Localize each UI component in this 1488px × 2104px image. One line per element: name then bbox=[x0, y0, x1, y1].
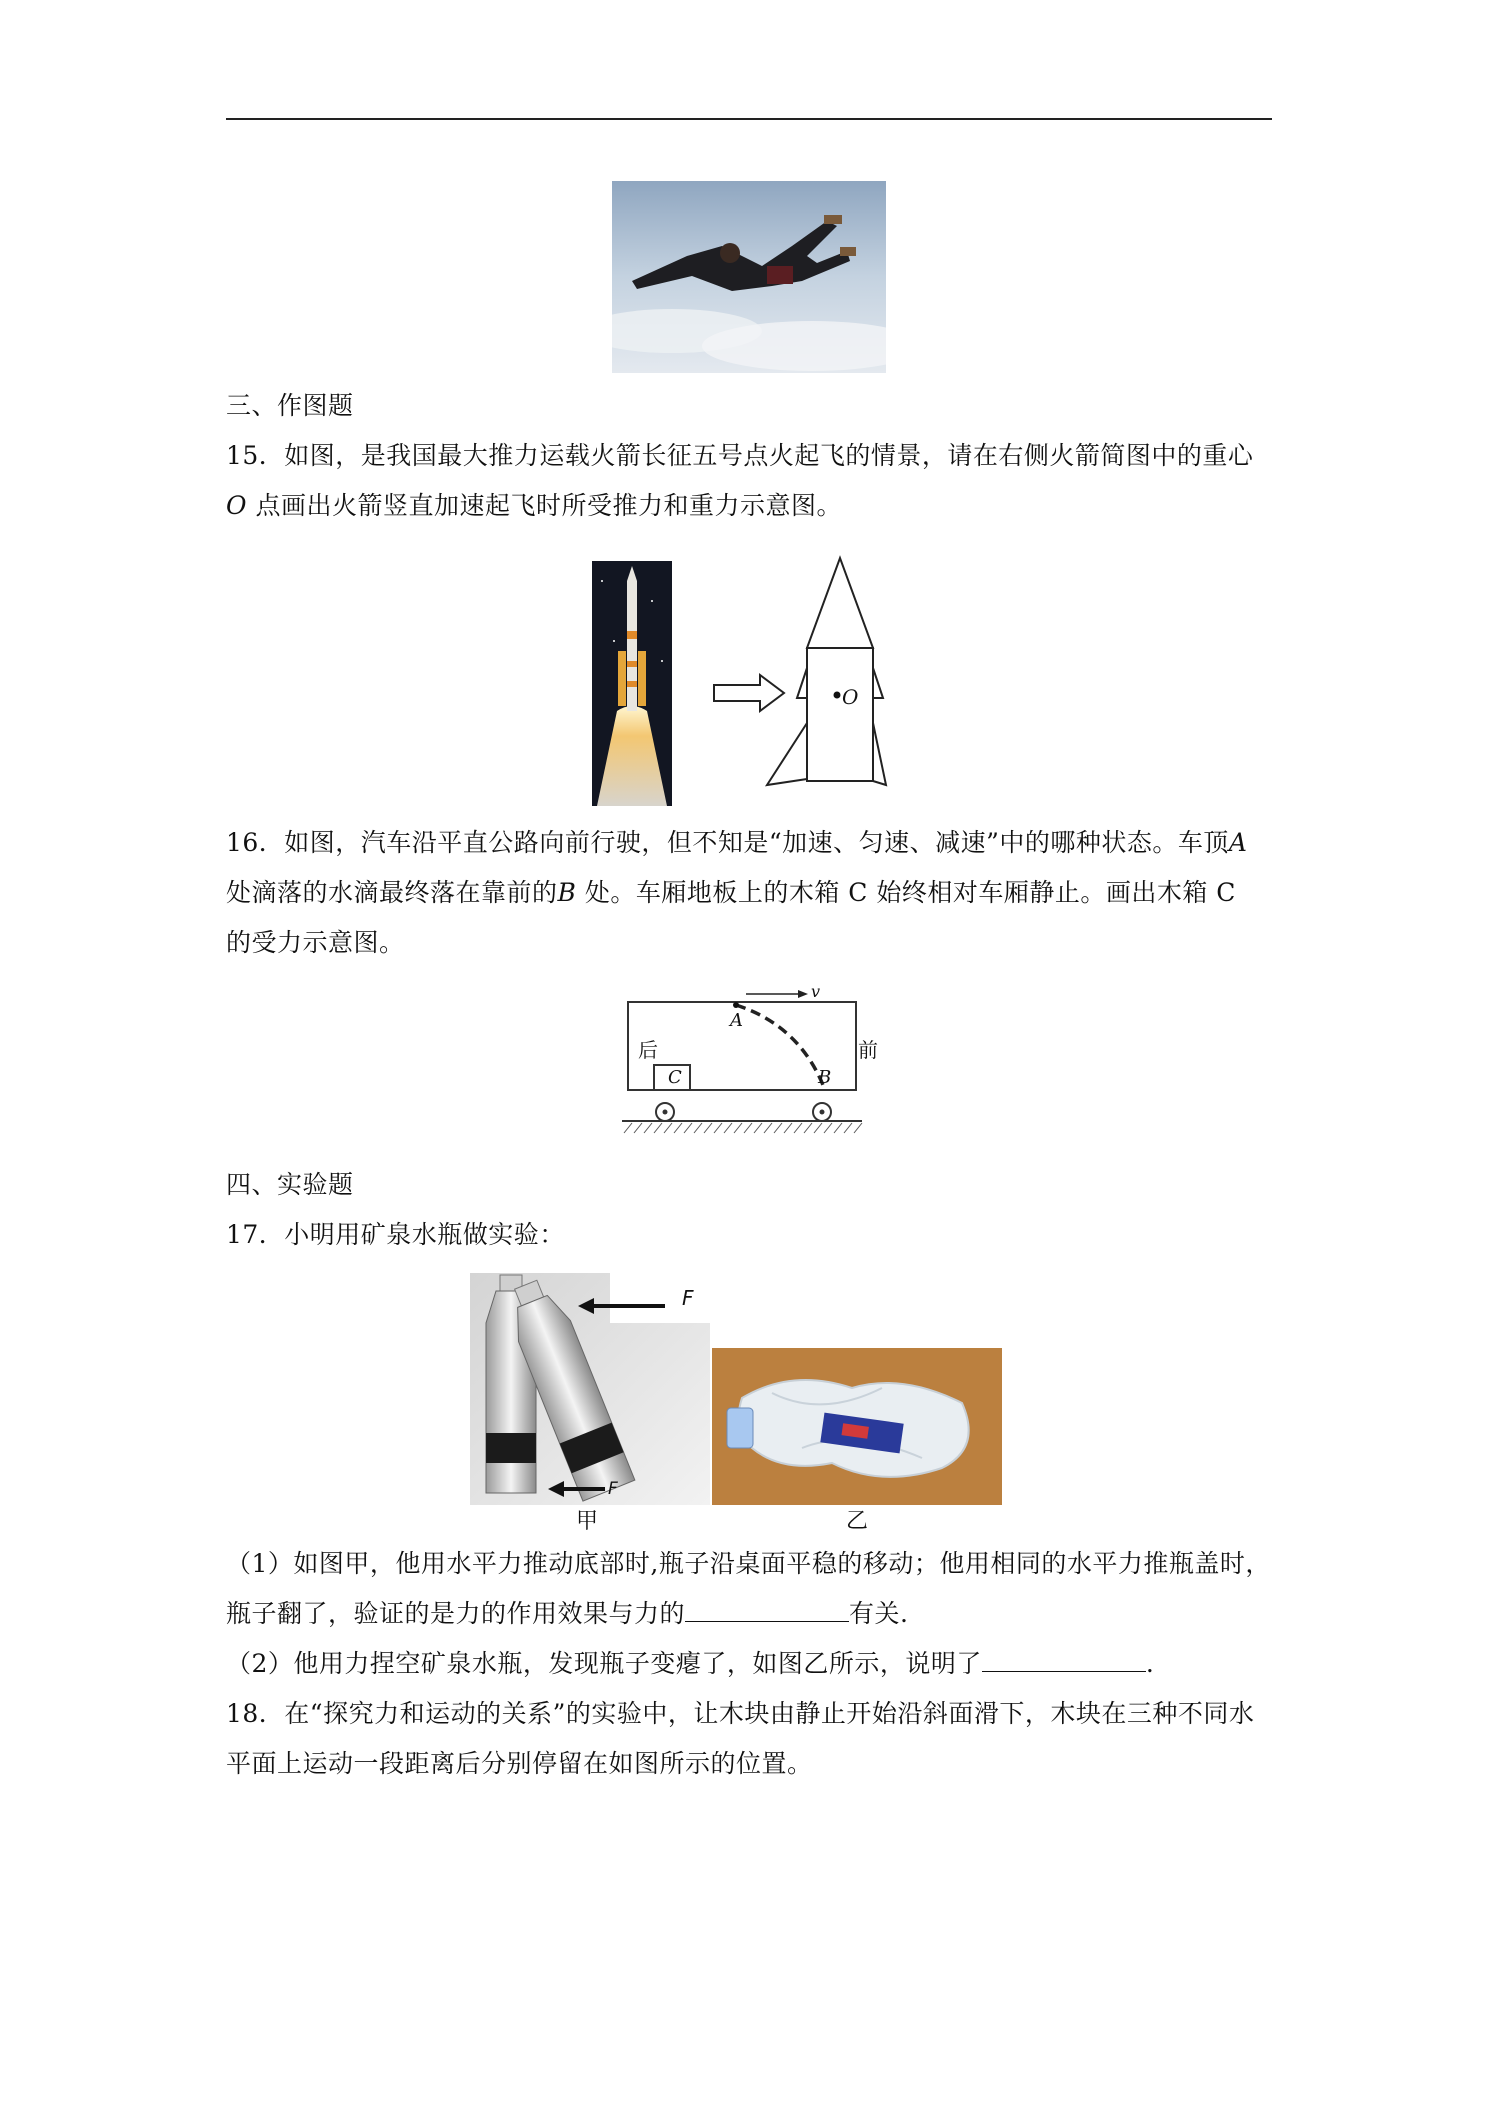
car-front-label: 前 bbox=[858, 1038, 878, 1062]
q17-p1-line1: （1）如图甲，他用水平力推动底部时,瓶子沿桌面平稳的移动；他用相同的水平力推瓶盖时， bbox=[226, 1549, 1271, 1578]
answer-blank-2[interactable] bbox=[982, 1643, 1146, 1672]
q16-B-symbol: B bbox=[557, 878, 577, 907]
car-A-label: A bbox=[730, 1010, 743, 1031]
skydiver-photo bbox=[612, 181, 886, 373]
q16-text-line1 bbox=[226, 818, 1272, 868]
rocket-photo bbox=[592, 561, 672, 806]
q18-text-line1: 18．在“探究力和运动的关系”的实验中，让木块由静止开始沿斜面滑下，木块在三种不同水 bbox=[226, 1699, 1255, 1728]
center-of-gravity-dot bbox=[834, 692, 841, 699]
car-back-label: 后 bbox=[638, 1038, 658, 1062]
section3-heading: 三、作图题 bbox=[226, 391, 354, 420]
q16-line1-text: 16．如图，汽车沿平直公路向前行驶，但不知是“加速、匀速、减速”中的哪种状态。车顶 bbox=[226, 828, 1229, 857]
q17-p2-b: . bbox=[1145, 1649, 1155, 1678]
q15-line2-rest: 点画出火箭竖直加速起飞时所受推力和重力示意图。 bbox=[247, 491, 842, 520]
q16-line2-b: 处。车厢地板上的木箱 C 始终相对车厢静止。画出木箱 C bbox=[576, 878, 1236, 907]
figure-yi-label: 乙 bbox=[846, 1509, 869, 1534]
header-rule bbox=[226, 118, 1272, 120]
q18-text-line2: 平面上运动一段距离后分别停留在如图所示的位置。 bbox=[226, 1749, 813, 1778]
answer-blank-1[interactable] bbox=[685, 1593, 849, 1622]
bottle-figure-jia bbox=[470, 1273, 710, 1505]
q15-text-line1: 15．如图，是我国最大推力运载火箭长征五号点火起飞的情景，请在右侧火箭简图中的重心 bbox=[226, 441, 1254, 470]
figure-jia-label: 甲 bbox=[576, 1509, 599, 1534]
bottle-F-bottom-label: F bbox=[608, 1479, 618, 1499]
car-B-label: B bbox=[818, 1067, 832, 1088]
bottle-F-top-label: F bbox=[682, 1286, 694, 1310]
bottle-figure-yi bbox=[712, 1348, 1002, 1505]
q15-O-symbol: O bbox=[226, 491, 247, 520]
q17-p2-a: （2）他用力捏空矿泉水瓶，发现瓶子变瘪了，如图乙所示，说明了 bbox=[226, 1649, 982, 1678]
car-C-label: C bbox=[668, 1067, 682, 1088]
q17-p1-line2 bbox=[226, 1589, 1272, 1639]
q17-p1-line2-b: 有关. bbox=[849, 1599, 909, 1628]
q17-p2 bbox=[226, 1639, 1272, 1689]
car-v-label: v bbox=[811, 982, 821, 1001]
q16-text-line3: 的受力示意图。 bbox=[226, 928, 405, 957]
q15-text-line2 bbox=[226, 481, 1272, 531]
rocket-O-label: O bbox=[842, 685, 859, 709]
q17-p1-line2-a: 瓶子翻了，验证的是力的作用效果与力的 bbox=[226, 1599, 686, 1628]
rocket-sketch bbox=[712, 553, 892, 793]
q16-A-symbol: A bbox=[1228, 828, 1248, 857]
q17-text-line1: 17．小明用矿泉水瓶做实验： bbox=[226, 1220, 565, 1249]
q16-line2-a: 处滴落的水滴最终落在靠前的 bbox=[226, 878, 558, 907]
section4-heading: 四、实验题 bbox=[226, 1170, 354, 1199]
q16-text-line2 bbox=[226, 868, 1272, 918]
